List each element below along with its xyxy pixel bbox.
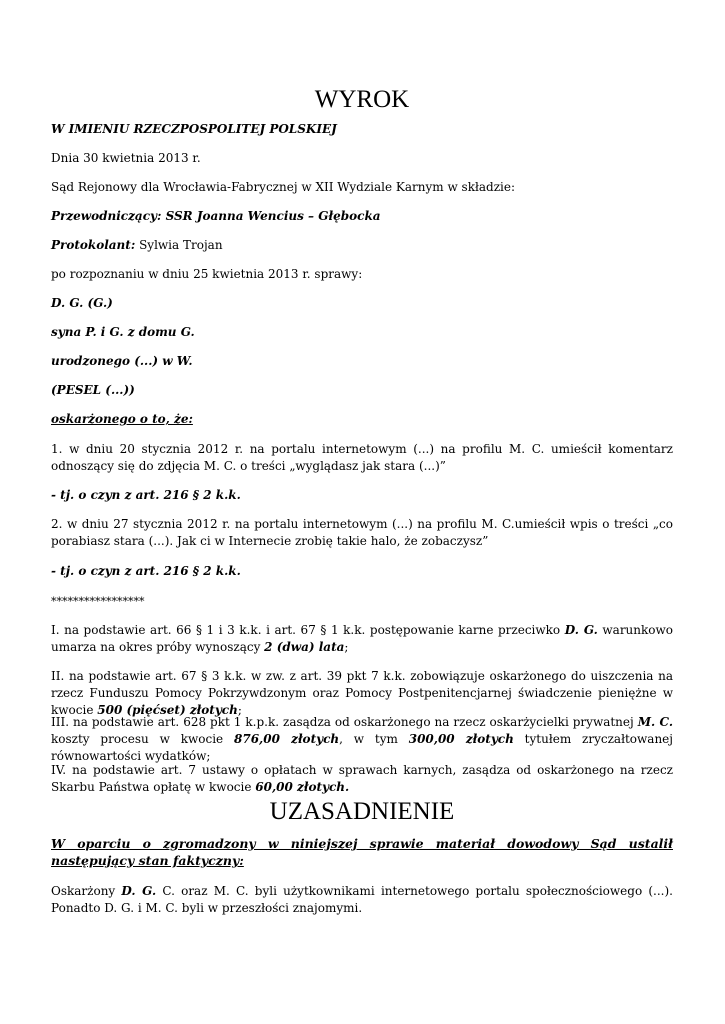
verdict-subtitle: W IMIENIU RZECZPOSPOLITEJ POLSKIEJ	[51, 122, 337, 136]
presiding-judge	[51, 208, 673, 225]
ruling-1-text-a: I. na podstawie art. 66 § 1 i 3 k.k. i art. 67 § 1 k.k. postępowanie karne przeciwko	[51, 623, 565, 637]
verdict-date: Dnia 30 kwietnia 2013 r.	[51, 151, 201, 165]
justification-p1-defendant: D. G.	[121, 884, 157, 898]
ruling-3-text-g: tytułem zryczałtowanej równowartości wydatków;	[51, 732, 673, 763]
ruling-2-amount: 500 (pięćset) złotych	[97, 703, 238, 717]
ruling-4	[51, 762, 673, 796]
ruling-3	[51, 714, 673, 765]
ruling-1-text-e: ;	[344, 640, 349, 654]
court-composition: Sąd Rejonowy dla Wrocławia-Fabrycznej w XII Wydziale Karnym w składzie:	[51, 180, 515, 194]
justification-title: UZASADNIENIE	[269, 798, 455, 825]
ruling-3-amount-expenses: 300,00 złotych	[408, 732, 514, 746]
ruling-4-amount: 60,00 złotych.	[255, 780, 350, 794]
defendant-parents: syna P. i G. z domu G.	[51, 325, 195, 339]
ruling-2	[51, 668, 673, 719]
defendant-name: D. G. (G.)	[51, 296, 113, 310]
verdict-title: WYROK	[314, 86, 410, 113]
charged-heading: oskarżonego o to, że:	[51, 412, 193, 426]
justification-heading: W oparciu o zgromadzony w niniejszej sprawie materiał dowodowy Sąd ustalił następujący stan faktyczny:	[51, 836, 673, 868]
charge-2-article: - tj. o czyn z art. 216 § 2 k.k.	[51, 564, 241, 578]
ruling-3-prosecutor: M. C.	[637, 715, 673, 729]
charge-2-text: 2. w dniu 27 stycznia 2012 r. na portalu internetowym (...) na profilu M. C.umieścił wpis o treści „co porabiasz stara (...). Jak ci w Internecie zrobię takie halo, że zobaczysz”	[51, 517, 673, 548]
clerk-name: Sylwia Trojan	[135, 238, 223, 252]
justification-p1-text-a: Oskarżony	[51, 884, 122, 898]
chair-label: Przewodniczący:	[51, 209, 162, 223]
ruling-3-text-e: , w tym	[339, 732, 409, 746]
clerk-label: Protokolant:	[51, 238, 136, 252]
clerk	[51, 237, 673, 254]
ruling-1-defendant: D. G.	[564, 623, 598, 637]
ruling-1-period: 2 (dwa) lata	[264, 640, 345, 654]
ruling-2-text-a: II. na podstawie art. 67 § 3 k.k. w zw. z art. 39 pkt 7 k.k. zobowiązuje oskarżonego do uiszczenia na rzecz Funduszu Pomocy Pokrzywdzonym oraz Pomocy Postpenitencjarnej świadczenie pieniężne w kwocie	[51, 669, 673, 717]
hearing-info: po rozpoznaniu w dniu 25 kwietnia 2013 r. sprawy:	[51, 267, 363, 281]
ruling-1-text-c: warunkowo umarza na okres próby wynoszący	[51, 623, 674, 654]
defendant-pesel: (PESEL (...))	[51, 383, 135, 397]
ruling-2-text-c: ;	[237, 703, 242, 717]
ruling-3-text-c: koszty procesu w kwocie	[51, 732, 234, 746]
ruling-1	[51, 622, 673, 656]
ruling-3-amount: 876,00 złotych	[234, 732, 340, 746]
chair-name: SSR Joanna Wencius – Głębocka	[161, 209, 381, 223]
separator: *****************	[51, 595, 145, 608]
justification-p1-text-c: C. oraz M. C. byli użytkownikami internetowego portalu społecznościowego (...). Ponadto D. G. i M. C. byli w przeszłości znajomymi.	[51, 884, 673, 915]
ruling-3-text-a: III. na podstawie art. 628 pkt 1 k.p.k. zasądza od oskarżonego na rzecz oskarżycielki prywatnej	[51, 715, 638, 729]
charge-1-text: 1. w dniu 20 stycznia 2012 r. na portalu internetowym (...) na profilu M. C. umieścił komentarz odnoszący się do zdjęcia M. C. o treści „wyglądasz jak stara (...)”	[51, 442, 673, 473]
ruling-4-text-a: IV. na podstawie art. 7 ustawy o opłatach w sprawach karnych, zasądza od oskarżonego na rzecz Skarbu Państwa opłatę w kwocie	[51, 763, 673, 794]
charge-1-article: - tj. o czyn z art. 216 § 2 k.k.	[51, 488, 241, 502]
defendant-birth: urodzonego (...) w W.	[51, 354, 193, 368]
justification-paragraph-1	[51, 883, 673, 917]
